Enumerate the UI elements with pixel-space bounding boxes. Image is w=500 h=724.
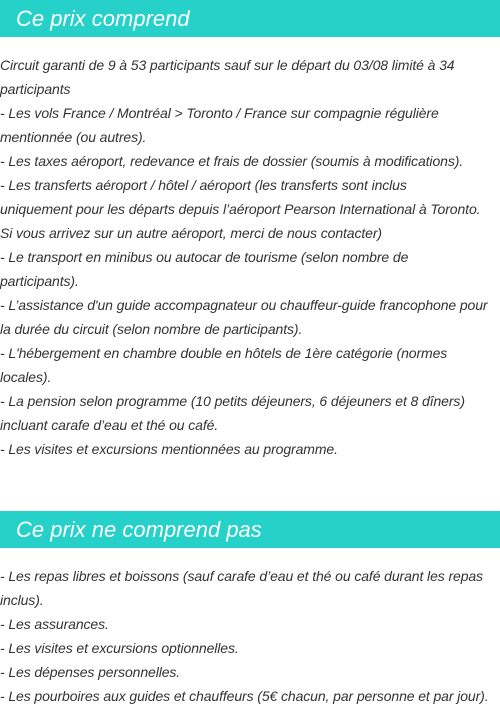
excludes-line: - Les pourboires aux guides et chauffeurs (5€ chacun, par personne et par jour). <box>0 688 489 704</box>
excludes-body <box>0 564 500 708</box>
excludes-header <box>0 511 500 548</box>
includes-line: - L'hébergement en chambre double en hôtels de 1ère catégorie (normes <box>0 345 448 361</box>
includes-line: - La pension selon programme (10 petits déjeuners, 6 déjeuners et 8 dîners) <box>0 393 465 409</box>
includes-line: participants). <box>0 273 79 289</box>
includes-line: - Les visites et excursions mentionnées au programme. <box>0 441 338 457</box>
includes-header <box>0 0 500 37</box>
includes-line: mentionnée (ou autres). <box>0 129 147 145</box>
excludes-line: - Les visites et excursions optionnelles. <box>0 640 239 656</box>
includes-line: - L’assistance d'un guide accompagnateur ou chauffeur-guide francophone pour <box>0 297 488 313</box>
includes-line: Circuit garanti de 9 à 53 participants sauf sur le départ du 03/08 limité à 34 <box>0 57 455 73</box>
includes-line: - Les taxes aéroport, redevance et frais de dossier (soumis à modifications). <box>0 153 464 169</box>
excludes-title: Ce prix ne comprend pas <box>16 516 262 542</box>
excludes-line: - Les repas libres et boissons (sauf carafe d’eau et thé ou café durant les repas <box>0 568 483 584</box>
includes-line: - Le transport en minibus ou autocar de tourisme (selon nombre de <box>0 249 409 265</box>
includes-line: locales). <box>0 369 52 385</box>
includes-line: la durée du circuit (selon nombre de participants). <box>0 321 303 337</box>
includes-line: - Les transferts aéroport / hôtel / aéroport (les transferts sont inclus <box>0 177 407 193</box>
includes-line: incluant carafe d’eau et thé ou café. <box>0 417 219 433</box>
includes-line: Si vous arrivez sur un autre aéroport, merci de nous contacter) <box>0 225 382 241</box>
excludes-line: - Les dépenses personnelles. <box>0 664 181 680</box>
includes-line: uniquement pour les départs depuis l’aéroport Pearson International à Toronto. <box>0 201 481 217</box>
excludes-line: - Les assurances. <box>0 616 109 632</box>
excludes-line: inclus). <box>0 592 44 608</box>
includes-body <box>0 53 500 461</box>
includes-line: - Les vols France / Montréal > Toronto / France sur compagnie régulière <box>0 105 439 121</box>
includes-title: Ce prix comprend <box>16 5 190 31</box>
includes-line: participants <box>0 81 71 97</box>
